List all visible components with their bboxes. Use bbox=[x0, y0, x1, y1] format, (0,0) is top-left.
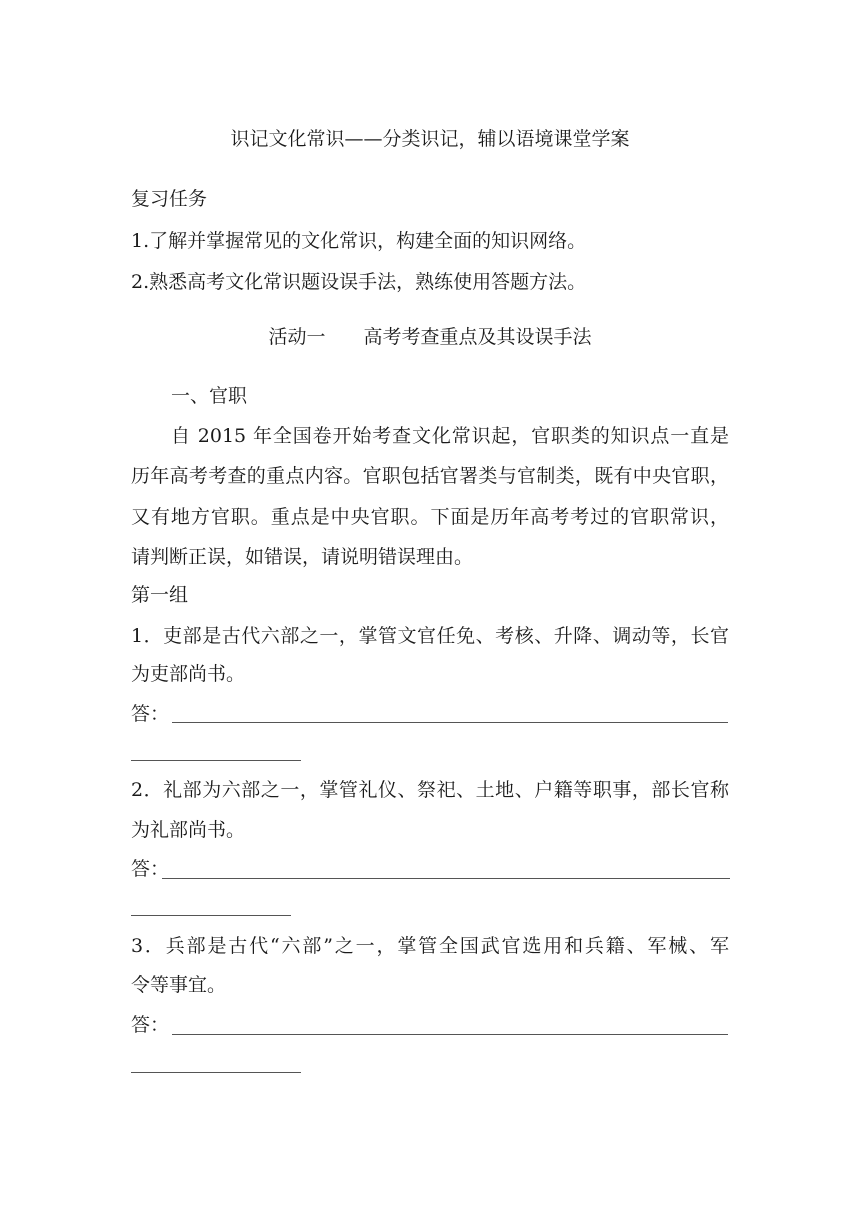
question-1-line-2: 为吏部尚书。 bbox=[131, 663, 246, 685]
question-1-answer-field[interactable] bbox=[172, 722, 728, 723]
question-1-line-1: 1．吏部是古代六部之一，掌管文官任免、考核、升降、调动等，长官 bbox=[131, 625, 729, 647]
activity-title: 高考考查重点及其设误手法 bbox=[363, 326, 592, 348]
question-3-answer-field[interactable] bbox=[172, 1034, 728, 1035]
intro-line-4: 请判断正误，如错误，请说明错误理由。 bbox=[131, 546, 474, 568]
question-3-line-2: 令等事宜。 bbox=[131, 974, 227, 996]
question-3-line-1: 3．兵部是古代“六部”之一，掌管全国武官选用和兵籍、军械、军 bbox=[131, 935, 729, 957]
intro-line-2: 历年高考考查的重点内容。官职包括官署类与官制类，既有中央官职， bbox=[131, 465, 729, 487]
activity-label: 活动一 bbox=[268, 326, 326, 348]
intro-line-1: 自 2015 年全国卷开始考查文化常识起，官职类的知识点一直是 bbox=[171, 425, 729, 447]
question-2-answer-label: 答： bbox=[131, 858, 170, 880]
question-2-answer-continuation[interactable] bbox=[131, 915, 291, 916]
group-label: 第一组 bbox=[131, 584, 189, 606]
question-2-answer-field[interactable] bbox=[162, 878, 730, 879]
question-1-answer-label: 答： bbox=[131, 703, 170, 725]
review-item-1: 1.了解并掌握常见的文化常识，构建全面的知识网络。 bbox=[131, 230, 587, 252]
document-title: 识记文化常识——分类识记，辅以语境课堂学案 bbox=[230, 128, 630, 150]
question-2-line-2: 为礼部尚书。 bbox=[131, 819, 246, 841]
intro-line-3: 又有地方官职。重点是中央官职。下面是历年高考考过的官职常识， bbox=[131, 506, 729, 528]
question-3-answer-label: 答： bbox=[131, 1014, 170, 1036]
section-heading: 一、官职 bbox=[171, 385, 248, 407]
activity-heading bbox=[0, 325, 860, 349]
review-heading: 复习任务 bbox=[131, 188, 208, 210]
review-item-2: 2.熟悉高考文化常识题设误手法，熟练使用答题方法。 bbox=[131, 271, 587, 293]
question-1-answer-continuation[interactable] bbox=[131, 760, 301, 761]
question-2-line-1: 2．礼部为六部之一，掌管礼仪、祭祀、土地、户籍等职事，部长官称 bbox=[131, 779, 729, 801]
question-3-answer-continuation[interactable] bbox=[131, 1072, 301, 1073]
